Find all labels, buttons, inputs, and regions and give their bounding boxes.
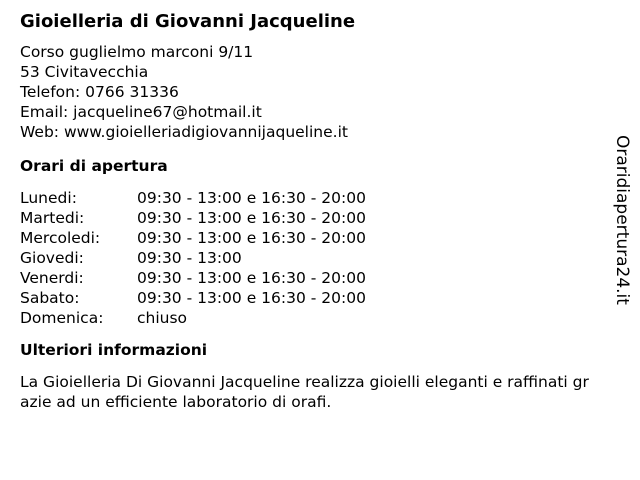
day-label: Lunedi: [20, 189, 77, 207]
hours-row-thursday [20, 248, 600, 268]
day-label: Martedi: [20, 209, 85, 227]
website-address: Web: www.gioielleriadigiovannijaqueline.it [20, 123, 348, 141]
day-hours: 09:30 - 13:00 e 16:30 - 20:00 [137, 209, 366, 227]
day-hours: 09:30 - 13:00 e 16:30 - 20:00 [137, 229, 366, 247]
address-city: 53 Civitavecchia [20, 63, 149, 81]
day-label: Domenica: [20, 309, 104, 327]
hours-row-sunday [20, 308, 600, 328]
address-street: Corso guglielmo marconi 9/11 [20, 43, 254, 61]
day-label: Giovedi: [20, 249, 84, 267]
day-hours: chiuso [137, 309, 188, 327]
site-watermark: Oraridiapertura24.it [612, 135, 632, 305]
opening-hours-title: Orari di apertura [20, 157, 168, 175]
phone-number: Telefon: 0766 31336 [20, 83, 179, 101]
additional-info-title: Ulteriori informazioni [20, 341, 208, 359]
hours-row-saturday [20, 288, 600, 308]
day-label: Sabato: [20, 289, 80, 307]
hours-row-tuesday [20, 208, 600, 228]
day-hours: 09:30 - 13:00 e 16:30 - 20:00 [137, 269, 366, 287]
hours-row-friday [20, 268, 600, 288]
day-label: Mercoledi: [20, 229, 101, 247]
day-hours: 09:30 - 13:00 e 16:30 - 20:00 [137, 189, 366, 207]
business-name: Gioielleria di Giovanni Jacqueline [20, 11, 356, 32]
hours-row-wednesday [20, 228, 600, 248]
day-hours: 09:30 - 13:00 [137, 249, 242, 267]
opening-hours-table [20, 188, 600, 328]
email-address: Email: jacqueline67@hotmail.it [20, 103, 262, 121]
business-card [20, 10, 600, 412]
hours-row-monday [20, 188, 600, 208]
day-hours: 09:30 - 13:00 e 16:30 - 20:00 [137, 289, 366, 307]
day-label: Venerdi: [20, 269, 84, 287]
additional-info-text: La Gioielleria Di Giovanni Jacqueline realizza gioielli eleganti e raffinati grazie ad un efficiente laboratorio di orafi. [20, 373, 589, 411]
